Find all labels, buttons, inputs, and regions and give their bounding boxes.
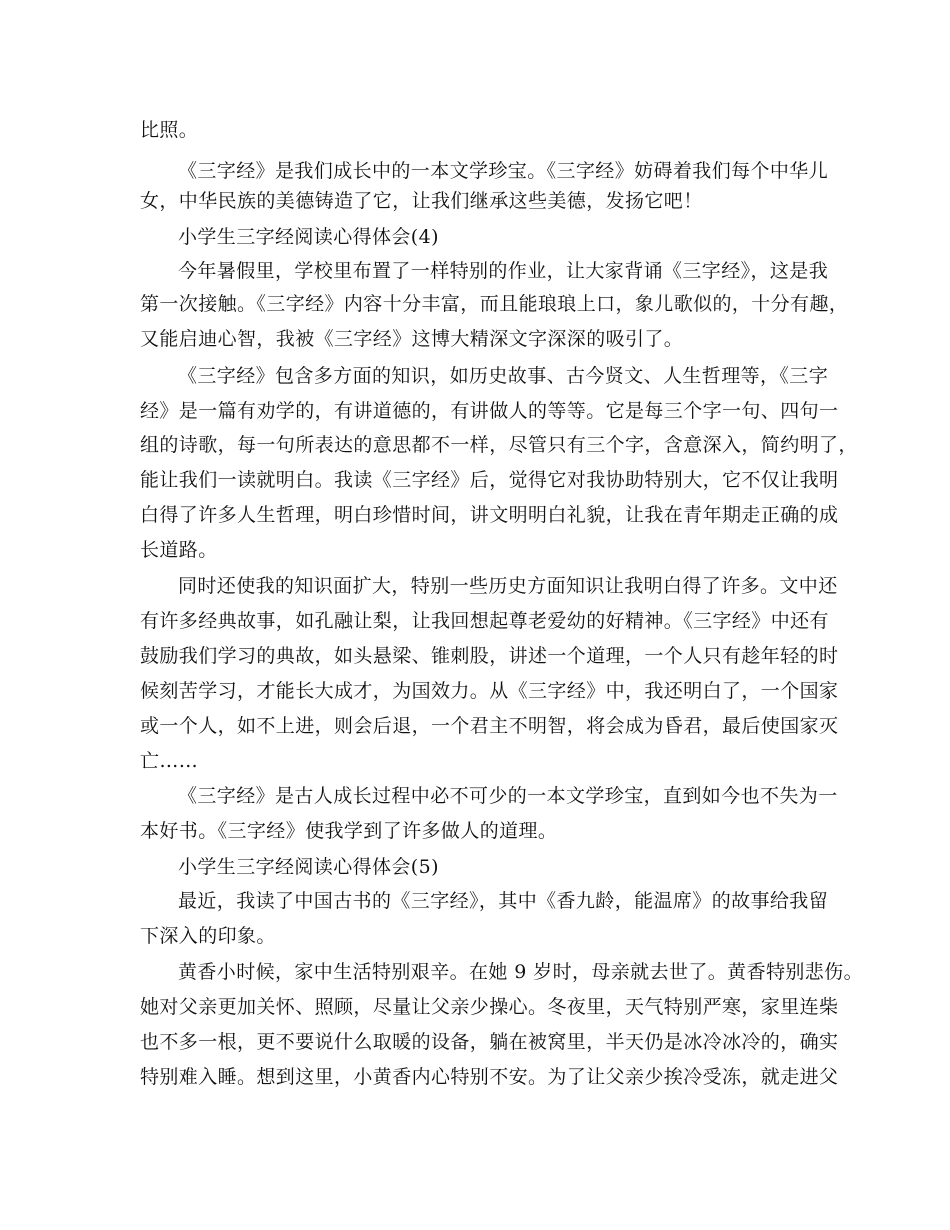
text-line: 比照。 (140, 119, 199, 141)
text-line: 亡…… (140, 750, 199, 772)
text-line: 有许多经典故事，如孔融让梨，让我回想起尊老爱幼的好精神。《三字经》中还有 (140, 610, 829, 632)
text-line: 《三字经》是古人成长过程中必不可少的一本文学珍宝，直到如今也不失为一 (178, 785, 838, 807)
text-line: 白得了许多人生哲理，明白珍惜时间，讲文明明白礼貌，让我在青年期走正确的成 (140, 504, 839, 526)
text-line: 《三字经》是我们成长中的一本文学珍宝。《三字经》妨碍着我们每个中华儿 (178, 160, 829, 182)
text-line: 女，中华民族的美德铸造了它，让我们继承这些美德，发扬它吧！ (140, 190, 703, 212)
text-line: 候刻苦学习，才能长大成才，为国效力。从《三字经》中，我还明白了，一个国家 (140, 680, 839, 702)
text-line: 也不多一根，更不要说什么取暖的设备，躺在被窝里，半天仍是冰冷冰冷的，确实 (140, 1031, 839, 1053)
text-line: 特别难入睡。想到这里，小黄香内心特别不安。为了让父亲少挨冷受冻，就走进父 (140, 1066, 839, 1088)
text-line: 又能启迪心智，我被《三字经》这博大精深文字深深的吸引了。 (140, 328, 684, 350)
text-line: 《三字经》包含多方面的知识，如历史故事、古今贤文、人生哲理等，《三字 (178, 365, 829, 387)
text-line: 组的诗歌，每一句所表达的意思都不一样，尽管只有三个字，含意深入，简约明了， (140, 434, 858, 456)
text-line: 经》是一篇有劝学的，有讲道德的，有讲做人的等等。它是每三个字一句、四句一 (140, 400, 839, 422)
text-line: 鼓励我们学习的典故，如头悬梁、锥刺股，讲述一个道理，一个人只有趁年轻的时 (140, 645, 839, 667)
text-line: 长道路。 (140, 539, 218, 561)
text-line: 最近，我读了中国古书的《三字经》，其中《香九龄，能温席》的故事给我留 (178, 890, 829, 912)
section-heading: 小学生三字经阅读心得体会(5) (178, 856, 439, 878)
section-heading: 小学生三字经阅读心得体会(4) (178, 226, 439, 248)
text-line: 下深入的印象。 (140, 925, 276, 947)
text-line: 或一个人，如不上进，则会后退，一个君主不明智，将会成为昏君，最后使国家灭 (140, 715, 839, 737)
text-line: 第一次接触。《三字经》内容十分丰富，而且能琅琅上口，象儿歌似的，十分有趣， (140, 293, 849, 315)
text-line: 今年暑假里，学校里布置了一样特别的作业，让大家背诵《三字经》，这是我 (178, 260, 829, 282)
text-line: 她对父亲更加关怀、照顾，尽量让父亲少操心。冬夜里，天气特别严寒，家里连柴 (140, 996, 839, 1018)
text-line: 黄香小时候，家中生活特别艰辛。在她 9 岁时，母亲就去世了。黄香特别悲伤。 (178, 961, 863, 983)
text-line: 同时还使我的知识面扩大，特别一些历史方面知识让我明白得了许多。文中还 (178, 575, 838, 597)
text-line: 本好书。《三字经》使我学到了许多做人的道理。 (140, 820, 558, 842)
text-line: 能让我们一读就明白。我读《三字经》后，觉得它对我协助特别大，它不仅让我明 (140, 469, 839, 491)
